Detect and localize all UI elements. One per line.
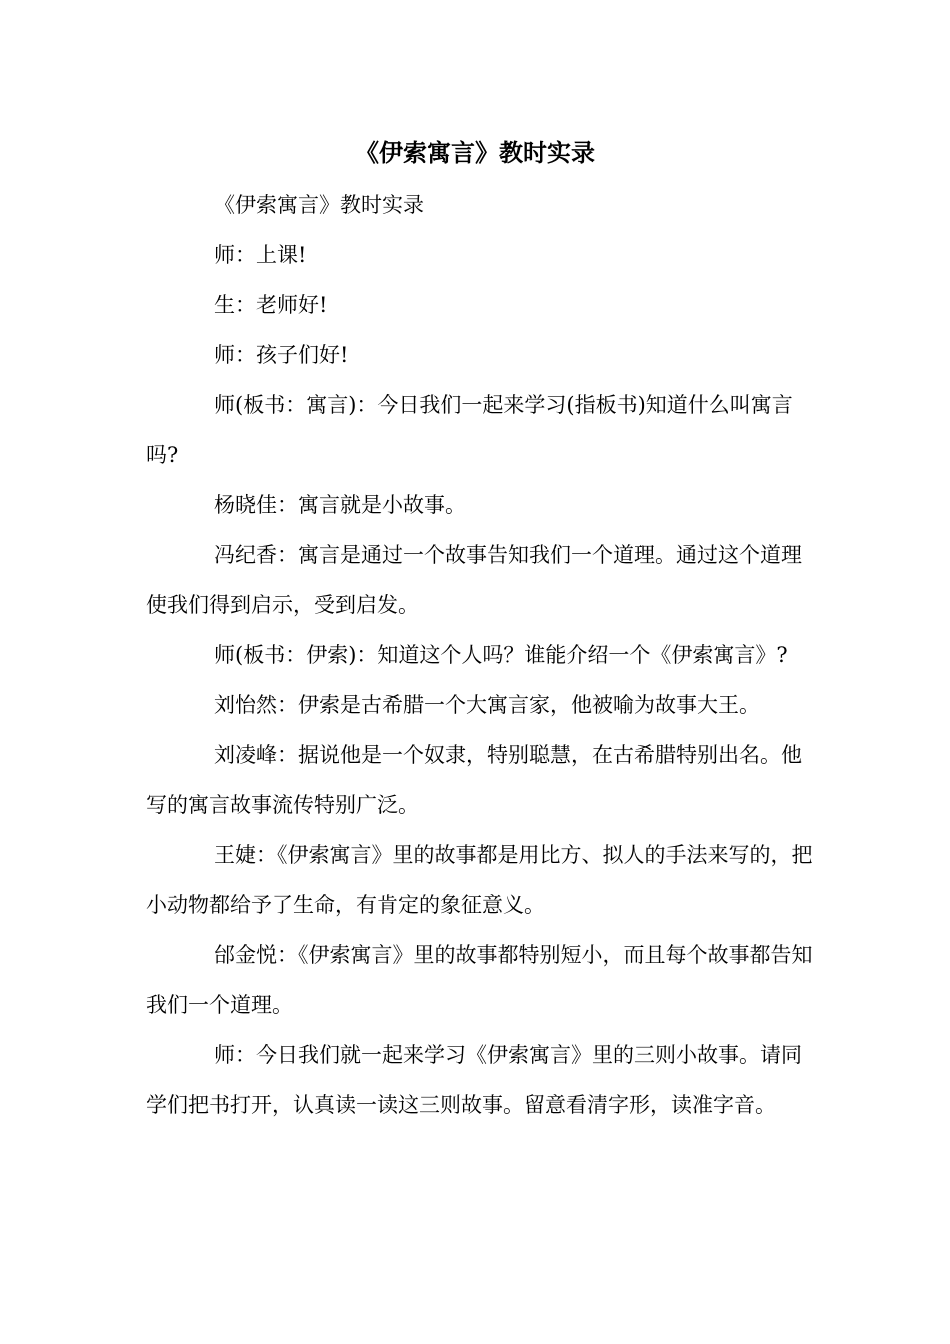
paragraph-tai-jinyue: 邰金悦：《伊索寓言》里的故事都特别短小，而且每个故事都告知我们一个道理。 (146, 943, 813, 1017)
document-title: 《伊索寓言》教时实录 (355, 139, 595, 167)
paragraph-liu-yiran: 刘怡然：伊索是古希腊一个大寓言家，他被喻为故事大王。 (214, 693, 760, 717)
paragraph-teacher-question-aesop: 师(板书：伊索)：知道这个人吗？谁能介绍一个《伊索寓言》? (214, 643, 788, 667)
paragraph-yang-xiaojia: 杨晓佳：寓言就是小故事。 (214, 493, 466, 517)
paragraph-students-greeting: 生：老师好! (214, 293, 328, 317)
paragraph-feng-jixiang: 冯纪香：寓言是通过一个故事告知我们一个道理。通过这个道理使我们得到启示，受到启发。 (146, 543, 802, 617)
paragraph-liu-lingfeng: 刘凌峰：据说他是一个奴隶，特别聪慧，在古希腊特别出名。他写的寓言故事流传特别广泛。 (146, 743, 802, 817)
paragraph-teacher-greeting: 师：上课! (214, 243, 307, 267)
paragraph-teacher-question-fable: 师(板书：寓言)：今日我们一起来学习(指板书)知道什么叫寓言吗? (146, 393, 793, 467)
document-body (146, 180, 818, 1130)
paragraph-teacher-instruction: 师：今日我们就一起来学习《伊索寓言》里的三则小故事。请同学们把书打开，认真读一读这三则故事。留意看清字形，读准字音。 (146, 1043, 802, 1117)
paragraph-teacher-reply: 师：孩子们好! (214, 343, 349, 367)
paragraph-subtitle: 《伊索寓言》教时实录 (214, 193, 424, 217)
paragraph-wang-jie: 王婕：《伊索寓言》里的故事都是用比方、拟人的手法来写的，把小动物都给予了生命，有肯定的象征意义。 (146, 843, 813, 917)
